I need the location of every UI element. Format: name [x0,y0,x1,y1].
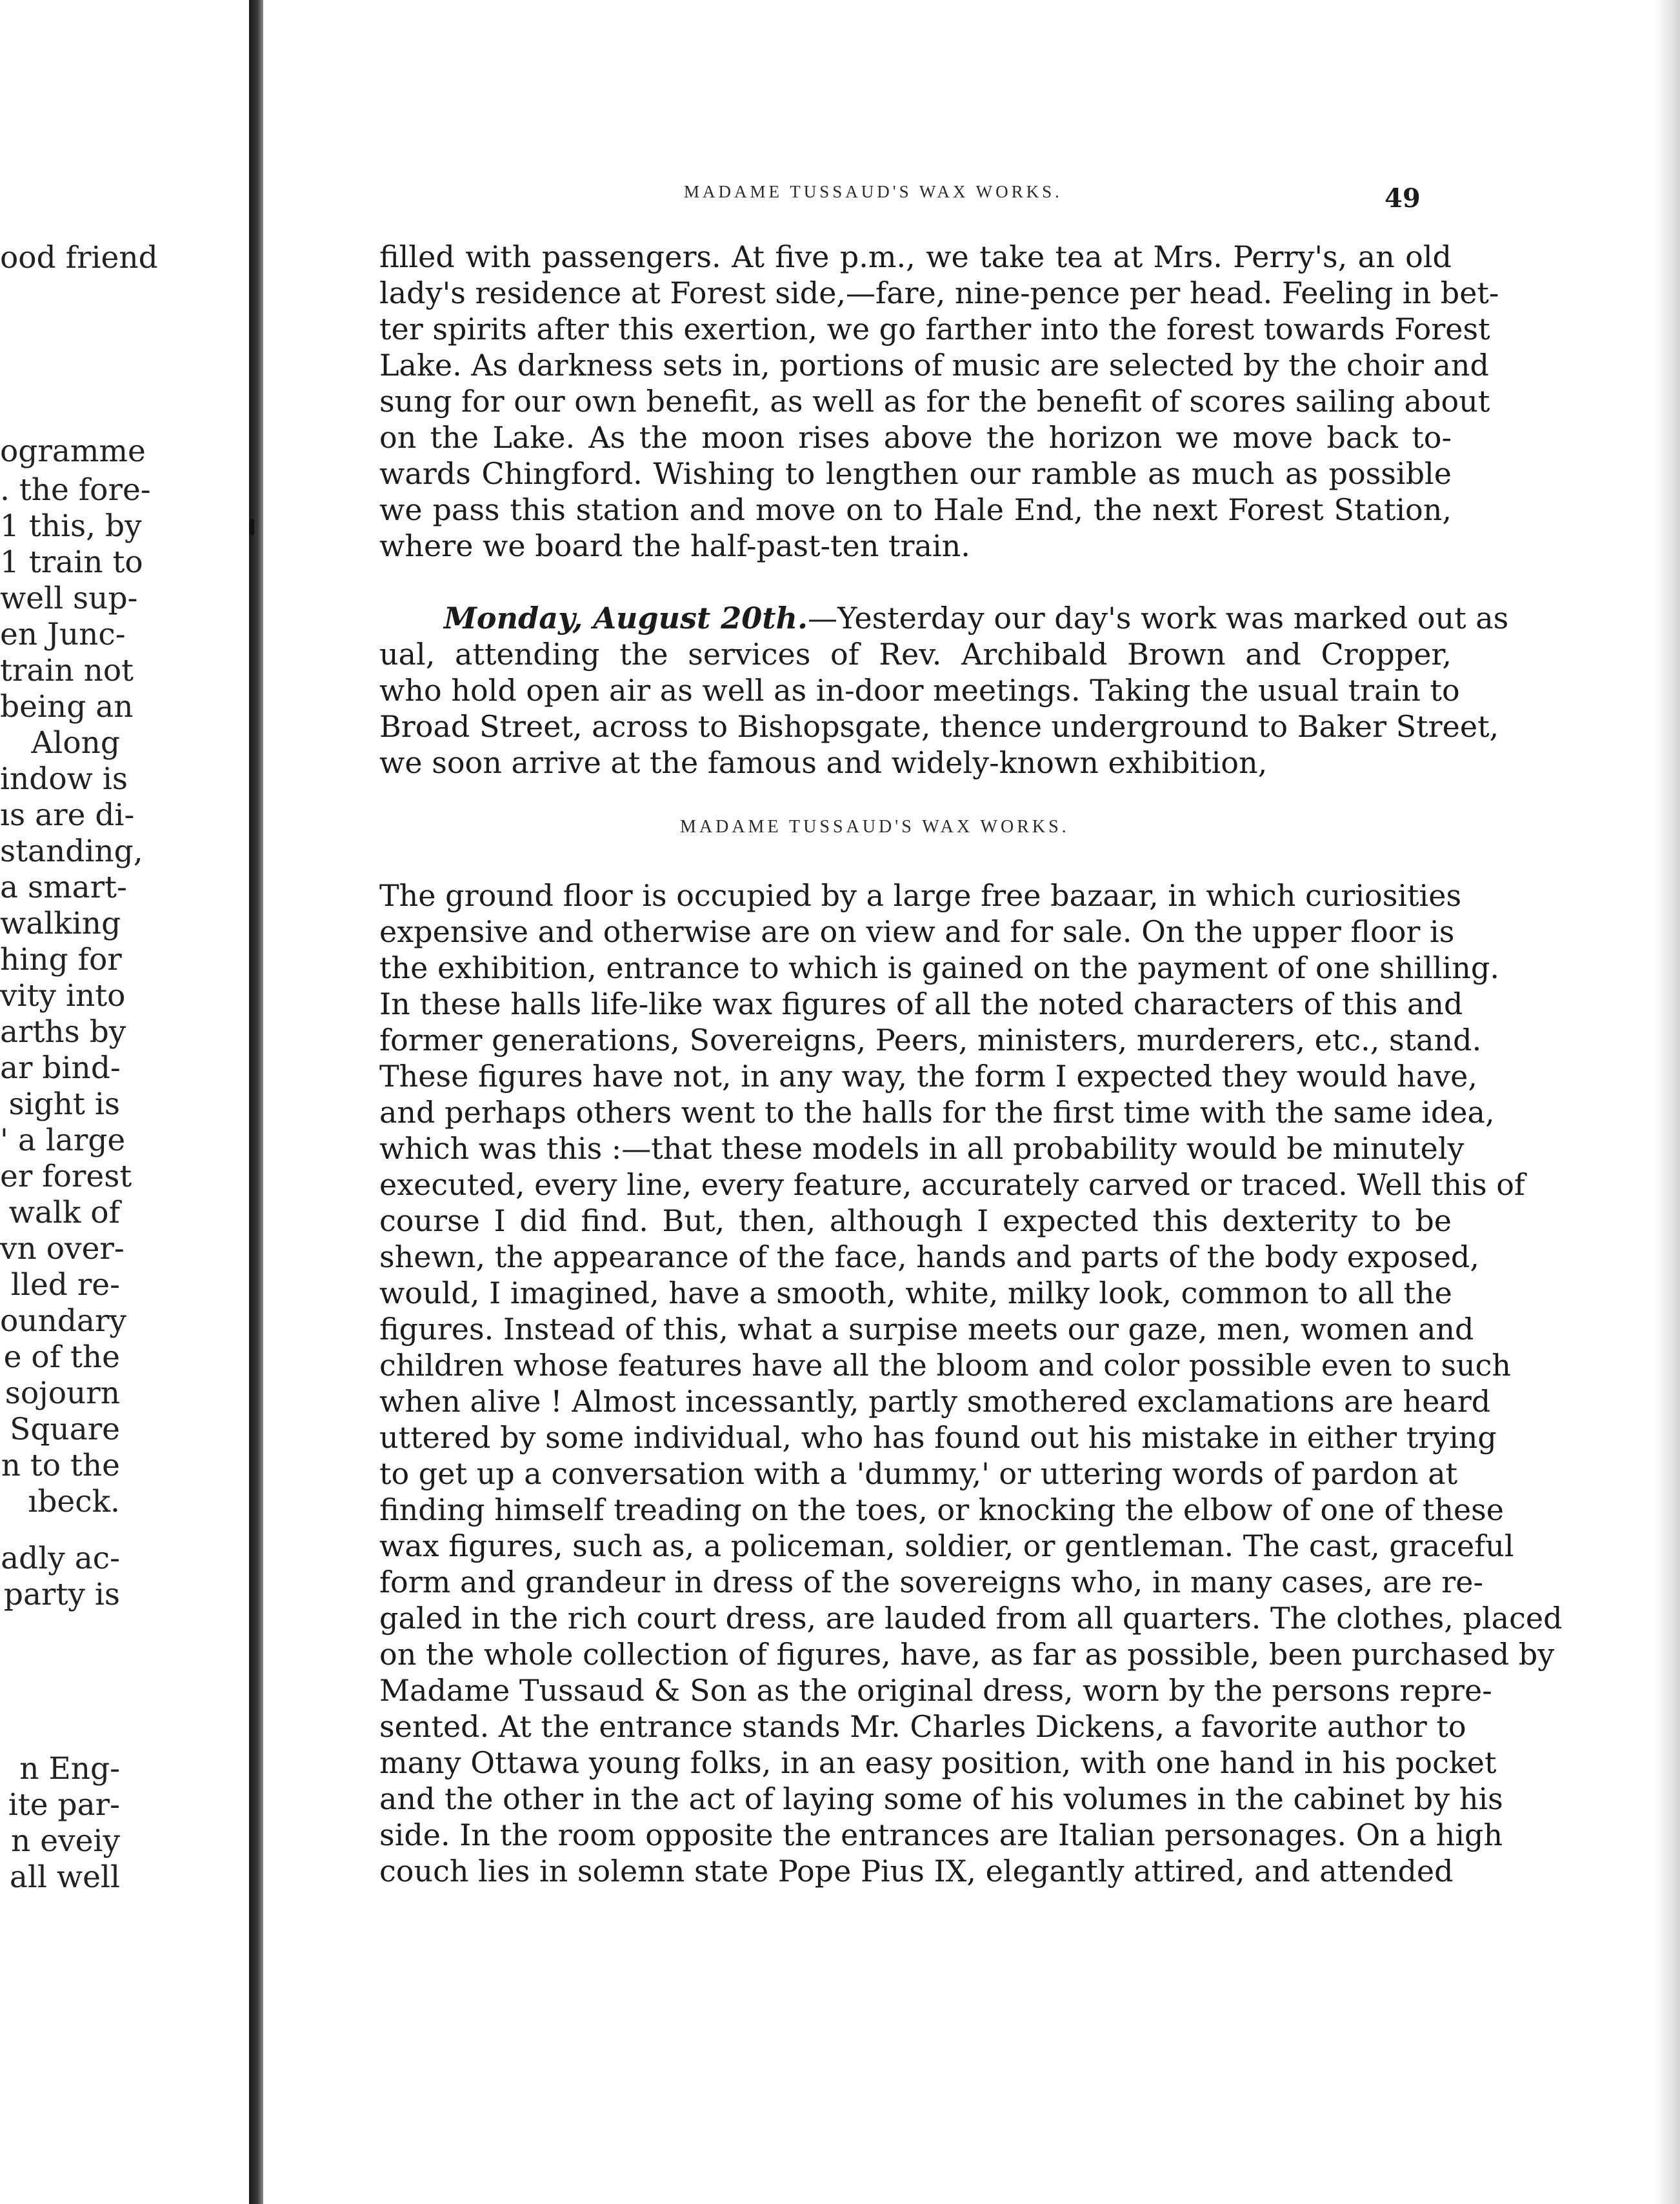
left-page-line: ' a large [0,1123,126,1158]
left-page-line: ıs are di- [0,797,135,833]
paragraph-line: which was this :—that these models in all probability would be minutely [379,1131,1465,1166]
left-page-line: e of the [3,1339,120,1375]
left-page-line: lled re- [10,1267,120,1303]
paragraph-line: on the whole collection of figures, have, as far as possible, been purchased by [379,1637,1555,1672]
paragraph-line: ter spirits after this exertion, we go farther into the forest towards Forest [379,312,1490,346]
left-page-line: n eveiy [11,1823,120,1859]
paragraph-1 [379,239,1499,564]
left-page-line: walking [0,906,121,941]
left-page-line: hing for [0,942,122,977]
left-page-line: a smart- [0,870,127,905]
book-gutter [249,0,263,2204]
paragraph-line: The ground floor is occupied by a large free bazaar, in which curiosities [379,878,1462,913]
paragraph-line: many Ottawa young folks, in an easy position, with one hand in his pocket [379,1745,1497,1780]
left-page-line: being an [0,689,134,725]
main-page [263,0,1680,2204]
paragraph-line: we soon arrive at the famous and widely-known exhibition, [379,745,1268,780]
paragraph-line: who hold open air as well as in-door meetings. Taking the usual train to [379,673,1460,708]
paragraph-line: executed, every line, every feature, accurately carved or traced. Well this of [379,1167,1525,1202]
left-page-line: 1 train to [0,545,143,580]
paragraph-line: Madame Tussaud & Son as the original dress, worn by the persons repre- [379,1673,1492,1708]
left-page-line: ogramme [0,434,146,469]
paragraph-line: figures. Instead of this, what a surpise meets our gaze, men, women and [379,1312,1474,1347]
left-page-line: ıbeck. [28,1484,120,1519]
section-heading: MADAME TUSSAUD'S WAX WORKS. [680,817,1070,837]
paragraph-line: where we board the half-past-ten train. [379,528,970,563]
left-page-line: er forest [0,1159,132,1194]
gutter-mark [249,519,254,536]
paragraph-line: finding himself treading on the toes, or knocking the elbow of one of these [379,1492,1505,1527]
paragraph-line: ual, attending the services of Rev. Archibald Brown and Cropper, [379,637,1452,672]
paragraph-line: and the other in the act of laying some of his volumes in the cabinet by his [379,1781,1503,1816]
left-page-line: en Junc- [0,617,126,652]
paragraph-line: sented. At the entrance stands Mr. Charles Dickens, a favorite author to [379,1709,1466,1744]
left-page-line: Square [10,1412,120,1447]
page-edge-shadow [1654,0,1680,2204]
paragraph-line: sung for our own benefit, as well as for the benefit of scores sailing about [379,384,1490,419]
left-page-line: vn over- [0,1231,125,1267]
paragraph-line: shewn, the appearance of the face, hands and parts of the body exposed, [379,1239,1479,1274]
left-page-line: party is [3,1577,120,1612]
left-page-line: Along [31,725,120,761]
paragraph-line: lady's residence at Forest side,—fare, nine-pence per head. Feeling in bet- [379,276,1499,310]
paragraph-line: course I did find. But, then, although I expected this dexterity to be [379,1203,1452,1238]
paragraph-line: would, I imagined, have a smooth, white, milky look, common to all the [379,1276,1452,1310]
paragraph-line: when alive ! Almost incessantly, partly smothered exclamations are heard [379,1384,1491,1419]
date-line-rest: —Yesterday our day's work was marked out as [808,601,1509,636]
left-page-line: vity into [0,978,126,1014]
left-page-line: sight is [8,1087,120,1122]
paragraph-line: side. In the room opposite the entrances are Italian personages. On a high [379,1818,1503,1852]
paragraph-line: form and grandeur in dress of the sovereigns who, in many cases, are re- [379,1565,1484,1599]
paragraph-line: These figures have not, in any way, the form I expected they would have, [379,1059,1478,1094]
date-lead: Monday, August 20th. [444,601,808,636]
left-page-line: n to the [1,1448,120,1483]
paragraph-line: In these halls life-like wax figures of all the noted characters of this and [379,987,1463,1021]
left-page-line: well sup- [0,581,138,616]
left-page-line: sojourn [5,1376,120,1411]
paragraph-line: to get up a conversation with a 'dummy,' or uttering words of pardon at [379,1456,1458,1491]
left-page-line: ood friend [0,240,158,276]
paragraph-line: we pass this station and move on to Hale End, the next Forest Station, [379,492,1452,527]
paragraph-3 [379,877,1563,1889]
paragraph-line: former generations, Sovereigns, Peers, ministers, murderers, etc., stand. [379,1023,1482,1057]
paragraph-line: uttered by some individual, who has found out his mistake in either trying [379,1420,1497,1455]
left-page-line: walk of [8,1195,120,1230]
paragraph-2 [379,600,1509,781]
left-page-line: adly ac- [1,1541,120,1576]
left-page-line: train not [0,653,134,688]
left-page-fragment [0,0,250,2204]
left-page-line: standing, [0,834,143,869]
paragraph-line: wards Chingford. Wishing to lengthen our ramble as much as possible [379,456,1452,491]
paragraph-line: filled with passengers. At five p.m., we take tea at Mrs. Perry's, an old [379,239,1452,274]
paragraph-line: wax figures, such as, a policeman, soldier, or gentleman. The cast, graceful [379,1528,1514,1563]
left-page-line: . the fore- [0,472,151,508]
left-page-line: n Eng- [19,1751,120,1787]
paragraph-line [379,600,1509,636]
left-page-line: ite par- [8,1787,120,1823]
paragraph-line: and perhaps others went to the halls for the first time with the same idea, [379,1095,1495,1130]
paragraph-line: the exhibition, entrance to which is gained on the payment of one shilling. [379,950,1499,985]
left-page-line: indow is [0,761,128,797]
paragraph-line: galed in the rich court dress, are lauded from all quarters. The clothes, placed [379,1601,1563,1636]
left-page-line: all well [9,1859,120,1895]
page-number: 49 [1385,183,1421,214]
left-page-line: arths by [0,1014,126,1050]
paragraph-line: expensive and otherwise are on view and for sale. On the upper floor is [379,914,1455,949]
left-page-line: oundary [0,1303,126,1339]
paragraph-line: on the Lake. As the moon rises above the horizon we move back to- [379,420,1452,455]
paragraph-line: Broad Street, across to Bishopsgate, thence underground to Baker Street, [379,709,1499,744]
left-page-line: ar bind- [0,1050,121,1086]
running-header: MADAME TUSSAUD'S WAX WORKS. [684,182,1063,201]
paragraph-line: couch lies in solemn state Pope Pius IX, elegantly attired, and attended [379,1854,1454,1888]
left-page-line: 1 this, by [0,508,142,544]
paragraph-line: children whose features have all the bloom and color possible even to such [379,1348,1511,1383]
paragraph-line: Lake. As darkness sets in, portions of music are selected by the choir and [379,348,1489,383]
